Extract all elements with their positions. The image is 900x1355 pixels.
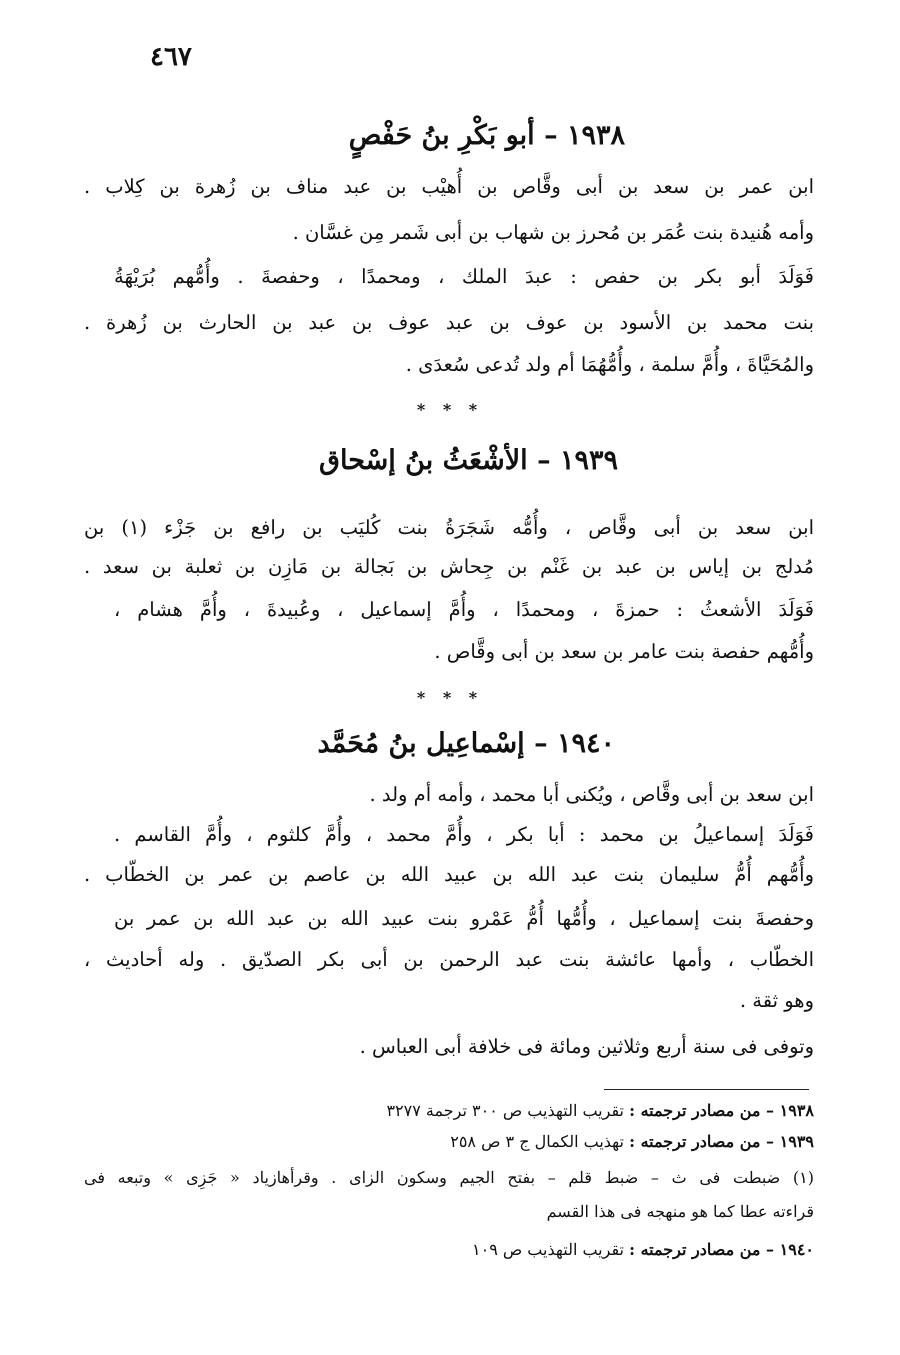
entry-1938-line-5: والمُحَيَّاةَ ، وأُمَّ سلمة ، وأُمُّهُمَا أم ولد تُدعى سُعدَى . bbox=[405, 353, 814, 376]
entry-heading-1940: ١٩٤٠ – إسْماعِيل بنُ مُحَمَّد bbox=[317, 728, 615, 759]
entry-1939-line-1: ابن سعد بن أبى وقَّاص ، وأُمُّه شَجَرَةُ بنت كُليَب بن رافع بن جَزْء (١) بن bbox=[84, 516, 814, 539]
page-number: ٤٦٧ bbox=[150, 42, 192, 72]
footnote-1940-label: ١٩٤٠ – من مصادر ترجمته : bbox=[629, 1240, 814, 1259]
entry-1939-line-4: وأُمُّهم حفصة بنت عامر بن سعد بن أبى وقَّاص . bbox=[434, 640, 814, 663]
footnote-1938-text: تقريب التهذيب ص ٣٠٠ ترجمة ٣٢٧٧ bbox=[386, 1101, 625, 1120]
footnote-note-1-line-2: قراءته عطا كما هو منهجه فى هذا القسم bbox=[546, 1202, 814, 1221]
entry-1940-line-4: وحفصةَ بنت إسماعيل ، وأُمُّها أُمُّ عَمْرو بنت عبيد الله بن عبد الله بن عمر بن bbox=[114, 907, 814, 930]
section-separator: * * * bbox=[416, 400, 484, 419]
entry-heading-1938: ١٩٣٨ – أبو بَكْرِ بنُ حَفْصٍ bbox=[348, 120, 625, 151]
footnote-1939 bbox=[84, 1129, 814, 1155]
footnote-note-1-line-1: (١) ضبطت فى ث – ضبط قلم – بفتح الجيم وسكون الزاى . وقرأهازياد « جَزِى » وتبعه فى bbox=[84, 1168, 815, 1187]
entry-1940-line-5: الخطّاب ، وأمها عائشة بنت عبد الرحمن بن أبى بكر الصدّيق . وله أحاديث ، bbox=[84, 948, 814, 971]
footnote-1940 bbox=[84, 1237, 814, 1263]
footnote-divider bbox=[604, 1089, 809, 1090]
entry-1940-line-2: فَوَلَدَ إسماعيلُ بن محمد : أبا بكر ، وأُمَّ محمد ، وأُمَّ كلثوم ، وأُمَّ القاسم . bbox=[114, 823, 814, 846]
entry-1938-line-1: ابن عمر بن سعد بن أبى وقَّاص بن أُهيْب بن عبد مناف بن زُهرة بن كِلاب . bbox=[84, 175, 814, 198]
entry-1940-line-3: وأُمُّهم أُمُّ سليمان بنت عبد الله بن عبيد الله بن عاصم بن عمر بن الخطّاب . bbox=[84, 863, 814, 886]
entry-1938-line-4: بنت محمد بن الأسود بن عوف بن عبد عوف بن عبد بن الحارث بن زُهرة . bbox=[84, 311, 814, 334]
section-separator: * * * bbox=[416, 688, 484, 707]
entry-1940-line-6: وهو ثقة . bbox=[739, 989, 814, 1012]
entry-1938-line-3: فَوَلَدَ أبو بكر بن حفص : عبدَ الملك ، ومحمدًا ، وحفصةَ . وأُمُّهم بُرَيْهَةُ bbox=[114, 265, 814, 288]
entry-1940-line-7: وتوفى فى سنة أربع وثلاثين ومائة فى خلافة أبى العباس . bbox=[359, 1035, 814, 1058]
entry-heading-1939: ١٩٣٩ – الأشْعَثُ بنُ إسْحاق bbox=[319, 445, 618, 476]
footnote-1939-text: تهذيب الكمال ج ٣ ص ٢٥٨ bbox=[450, 1132, 625, 1151]
footnote-1939-label: ١٩٣٩ – من مصادر ترجمته : bbox=[629, 1132, 814, 1151]
entry-1939-line-3: فَوَلَدَ الأشعثُ : حمزةَ ، ومحمدًا ، وأُمَّ إسماعيل ، وعُبيدةَ ، وأُمَّ هشام ، bbox=[114, 598, 814, 621]
footnote-1938 bbox=[84, 1098, 814, 1124]
footnote-1938-label: ١٩٣٨ – من مصادر ترجمته : bbox=[629, 1101, 814, 1120]
entry-1939-line-2: مُدلج بن إياس بن عبد بن غَنْم بن جِحاش بن بَجالة بن مَازِن بن ثعلبة بن سعد . bbox=[84, 555, 814, 578]
footnote-1940-text: تقريب التهذيب ص ١٠٩ bbox=[472, 1240, 625, 1259]
entry-1940-line-1: ابن سعد بن أبى وقَّاص ، ويُكنى أبا محمد ، وأمه أم ولد . bbox=[369, 783, 814, 806]
entry-1938-line-2: وأمه هُنيدة بنت عُمَر بن مُحرز بن شهاب بن أبى شَمر مِن غسَّان . bbox=[292, 221, 814, 244]
